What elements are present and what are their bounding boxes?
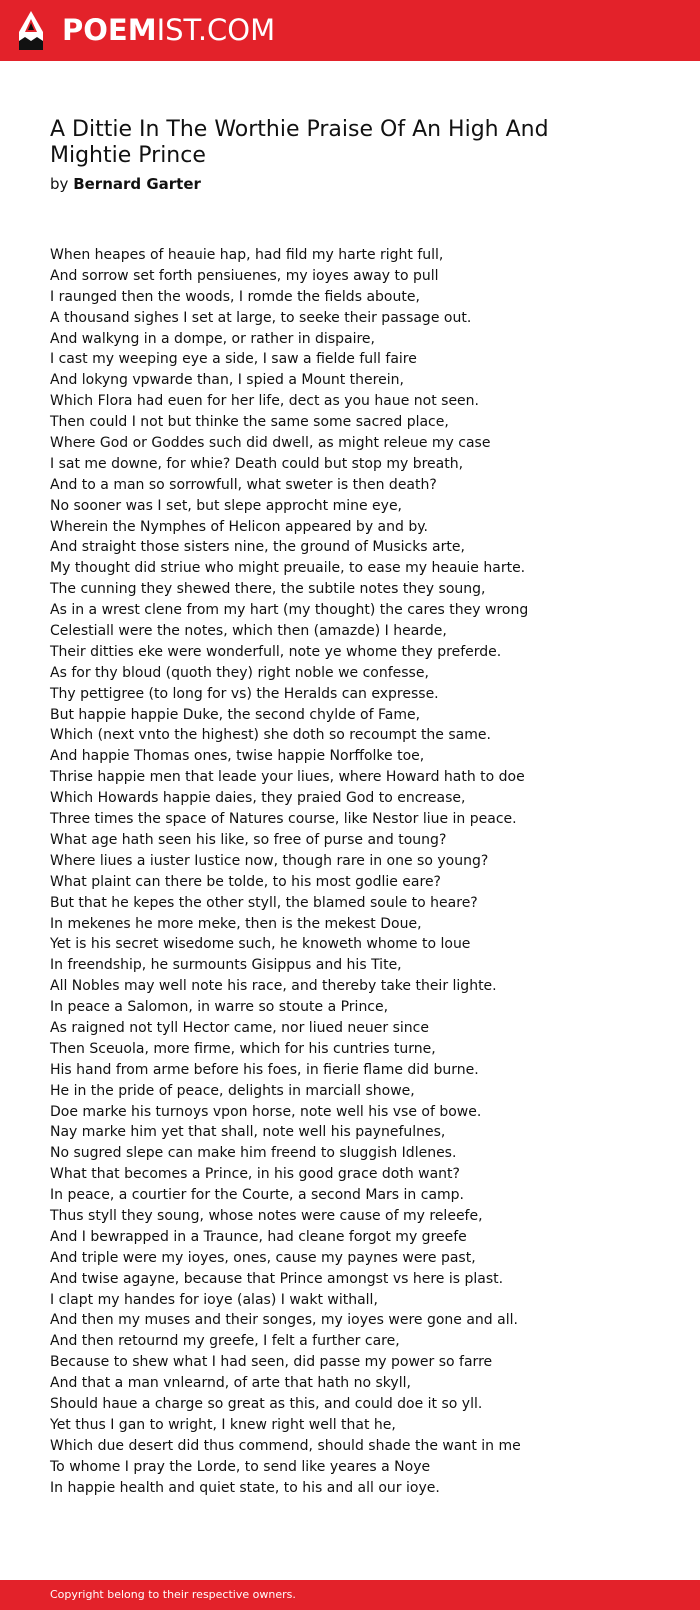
poem-line: Then Sceuola, more firme, which for his cuntries turne,	[50, 1040, 436, 1057]
poem-line: In peace, a courtier for the Courte, a second Mars in camp.	[50, 1187, 464, 1204]
poem-line: And lokyng vpwarde than, I spied a Mount therein,	[50, 372, 404, 389]
poem-line: Thrise happie men that leade your liues, where Howard hath to doe	[50, 769, 525, 786]
poem-line: What age hath seen his like, so free of purse and toung?	[50, 831, 447, 848]
poem-line: My thought did striue who might preuaile, to ease my heauie harte.	[50, 560, 526, 577]
poem-line: His hand from arme before his foes, in fierie flame did burne.	[50, 1061, 479, 1078]
poem-line: And that a man vnlearnd, of arte that hath no skyll,	[50, 1375, 411, 1392]
poem-line: And I bewrapped in a Traunce, had cleane forgot my greefe	[50, 1228, 467, 1245]
poem-line: Which Flora had euen for her life, dect as you haue not seen.	[50, 393, 479, 410]
poem-line: And twise agayne, because that Prince amongst vs here is plast.	[50, 1270, 504, 1287]
logo-text-light: IST.COM	[156, 13, 276, 47]
poem-line: In mekenes he more meke, then is the mekest Doue,	[50, 915, 422, 932]
logo-text-bold: POEM	[62, 13, 157, 47]
site-logo[interactable]	[62, 13, 275, 47]
poem-line: Which (next vnto the highest) she doth so recoumpt the same.	[50, 727, 491, 744]
poem-line: I clapt my handes for ioye (alas) I wakt withall,	[50, 1291, 378, 1308]
poem-line: No sugred slepe can make him freend to sluggish Idlenes.	[50, 1145, 457, 1162]
poem-line: Should haue a charge so great as this, and could doe it so yll.	[50, 1395, 483, 1412]
poem-line: No sooner was I set, but slepe approcht mine eye,	[50, 497, 403, 514]
poem-line: And triple were my ioyes, ones, cause my paynes were past,	[50, 1249, 476, 1266]
poem-line: I sat me downe, for whie? Death could but stop my breath,	[50, 455, 464, 472]
poem-line: What that becomes a Prince, in his good grace doth want?	[50, 1166, 460, 1183]
poem-line: Which due desert did thus commend, should shade the want in me	[50, 1437, 521, 1454]
pencil-logo-icon[interactable]	[18, 10, 44, 52]
poem-line: I raunged then the woods, I romde the fields aboute,	[50, 288, 420, 305]
poem-line: Their ditties eke were wonderfull, note ye whome they preferde.	[50, 643, 502, 660]
poem-line: And walkyng in a dompe, or rather in dispaire,	[50, 330, 375, 347]
poem-line: A thousand sighes I set at large, to seeke their passage out.	[50, 309, 472, 326]
poem-title: A Dittie In The Worthie Praise Of An High And Mightie Prince	[50, 117, 549, 168]
poem-line: Yet is his secret wisedome such, he knoweth whome to loue	[50, 936, 471, 953]
poem-line: The cunning they shewed there, the subtile notes they soung,	[50, 581, 486, 598]
poem-line: And to a man so sorrowfull, what sweter is then death?	[50, 476, 437, 493]
poem-line: Three times the space of Natures course, like Nestor liue in peace.	[50, 811, 517, 828]
poem-line: Thus styll they soung, whose notes were cause of my releefe,	[50, 1207, 483, 1224]
poem-line: What plaint can there be tolde, to his most godlie eare?	[50, 873, 441, 890]
poem-line: Celestiall were the notes, which then (amazde) I hearde,	[50, 623, 447, 640]
poem-line: And then retournd my greefe, I felt a further care,	[50, 1333, 400, 1350]
poem-line: In happie health and quiet state, to his and all our ioye.	[50, 1479, 440, 1496]
poem-line: And sorrow set forth pensiuenes, my ioyes away to pull	[50, 267, 439, 284]
poem-line: Doe marke his turnoys vpon horse, note well his vse of bowe.	[50, 1103, 482, 1120]
poem-line: And straight those sisters nine, the ground of Musicks arte,	[50, 539, 465, 556]
author-name[interactable]: Bernard Garter	[73, 175, 201, 193]
poem-line: Thy pettigree (to long for vs) the Heralds can expresse.	[50, 685, 439, 702]
poem-line: I cast my weeping eye a side, I saw a fielde full faire	[50, 351, 417, 368]
poem-line: Where liues a iuster Iustice now, though rare in one so young?	[50, 852, 489, 869]
poem-line: Because to shew what I had seen, did passe my power so farre	[50, 1354, 493, 1371]
by-label: by	[50, 175, 69, 193]
poem-line: Which Howards happie daies, they praied God to encrease,	[50, 790, 466, 807]
poem-line: But that he kepes the other styll, the blamed soule to heare?	[50, 894, 478, 911]
poem-line: He in the pride of peace, delights in marciall showe,	[50, 1082, 415, 1099]
poem-line: Nay marke him yet that shall, note well his paynefulnes,	[50, 1124, 446, 1141]
poem-line: In freendship, he surmounts Gisippus and his Tite,	[50, 957, 402, 974]
poem-line: And happie Thomas ones, twise happie Norffolke toe,	[50, 748, 425, 765]
site-header	[0, 0, 700, 61]
poem-line: But happie happie Duke, the second chylde of Fame,	[50, 706, 421, 723]
poem-line: When heapes of heauie hap, had fild my harte right full,	[50, 247, 444, 263]
poem-body	[50, 245, 670, 1498]
copyright-text: Copyright belong to their respective owners.	[50, 1588, 296, 1601]
poem-line: Where God or Goddes such did dwell, as might releue my case	[50, 435, 491, 452]
poem-line: In peace a Salomon, in warre so stoute a Prince,	[50, 999, 389, 1016]
poem-line: To whome I pray the Lorde, to send like yeares a Noye	[50, 1458, 431, 1475]
byline	[50, 173, 201, 195]
site-footer	[0, 1580, 700, 1610]
poem-line: As in a wrest clene from my hart (my thought) the cares they wrong	[50, 602, 529, 619]
poem-line: Then could I not but thinke the same some sacred place,	[50, 414, 449, 431]
poem-line: Wherein the Nymphes of Helicon appeared by and by.	[50, 518, 428, 535]
poem-line: Yet thus I gan to wright, I knew right well that he,	[50, 1416, 396, 1433]
poem-line: All Nobles may well note his race, and thereby take their lighte.	[50, 978, 497, 995]
poem-line: As for thy bloud (quoth they) right noble we confesse,	[50, 664, 429, 681]
poem-line: As raigned not tyll Hector came, nor liued neuer since	[50, 1019, 429, 1036]
poem-line: And then my muses and their songes, my ioyes were gone and all.	[50, 1312, 518, 1329]
